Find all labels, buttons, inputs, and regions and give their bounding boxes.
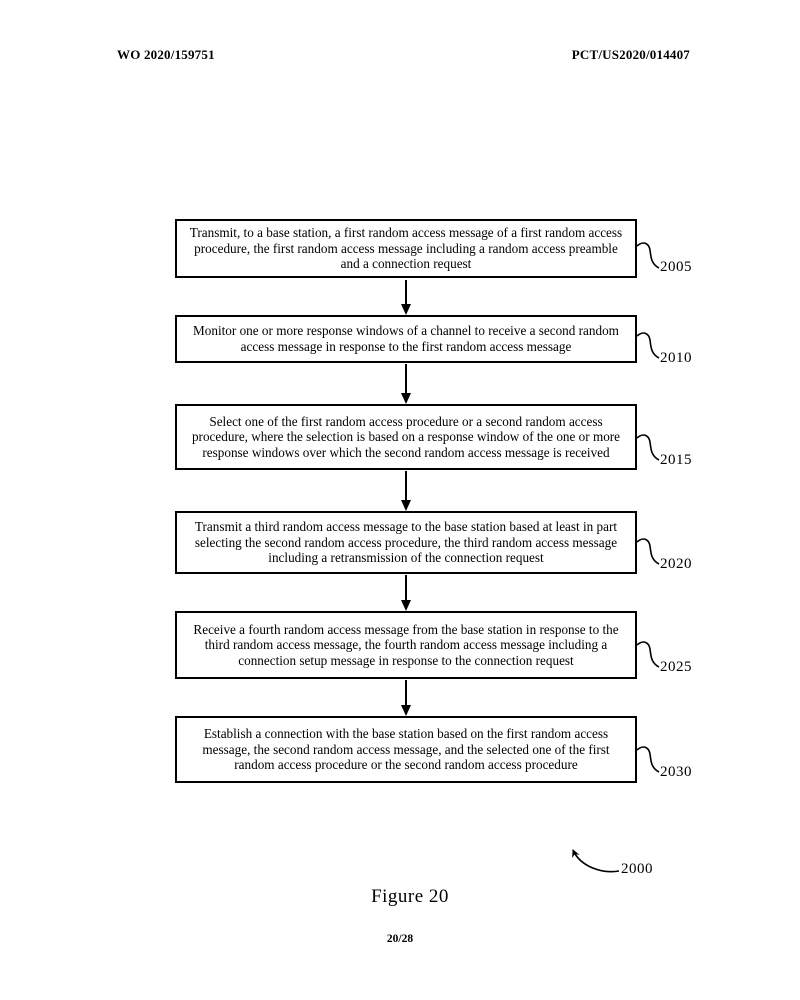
flow-step-text: Transmit, to a base station, a first random access message of a first random access procedure, the first random access message including a random access preamble and a connection request [189,225,623,272]
diagram-ref-label: 2000 [621,861,653,877]
flow-step-text: Select one of the first random access procedure or a second random access procedure, where the selection is based on a response window of the one or more response windows over which the second random access message is received [191,413,621,460]
flow-step-box-2025 [175,611,637,679]
flow-step-box-2010 [175,315,637,363]
flow-step-box-2030 [175,716,637,783]
figure-title: Figure 20 [371,886,449,907]
flow-step-box-2005 [175,219,637,278]
ref-label-2025: 2025 [660,659,692,675]
page-number: 20/28 [386,933,414,945]
flow-step-text: Monitor one or more response windows of a channel to receive a second random access message in response to the first random access message [193,323,619,354]
ref-connector [637,243,659,772]
ref-label-2030: 2030 [660,764,692,780]
application-number: PCT/US2020/014407 [571,47,690,62]
ref-label-2005: 2005 [660,259,692,275]
ref-label-2015: 2015 [660,452,692,468]
flow-step-box-2020 [175,511,637,574]
flow-step-text: Establish a connection with the base station based on the first random access message, the second random access message, and the selected one of the first random access procedure or the second random access procedure [202,726,610,773]
ref-label-2010: 2010 [660,350,692,366]
ref-label-2020: 2020 [660,556,692,572]
diagram-ref-arrow [573,850,619,872]
publication-number: WO 2020/159751 [117,47,215,62]
flow-step-text: Receive a fourth random access message from the base station in response to the third random access message, the fourth random access message including a connection setup message in response to the connection request [193,621,619,668]
flow-step-text: Transmit a third random access message to the base station based at least in part selecting the second random access procedure, the third random access message including a retransmission of the connection request [194,519,618,566]
flow-step-box-2015 [175,404,637,470]
